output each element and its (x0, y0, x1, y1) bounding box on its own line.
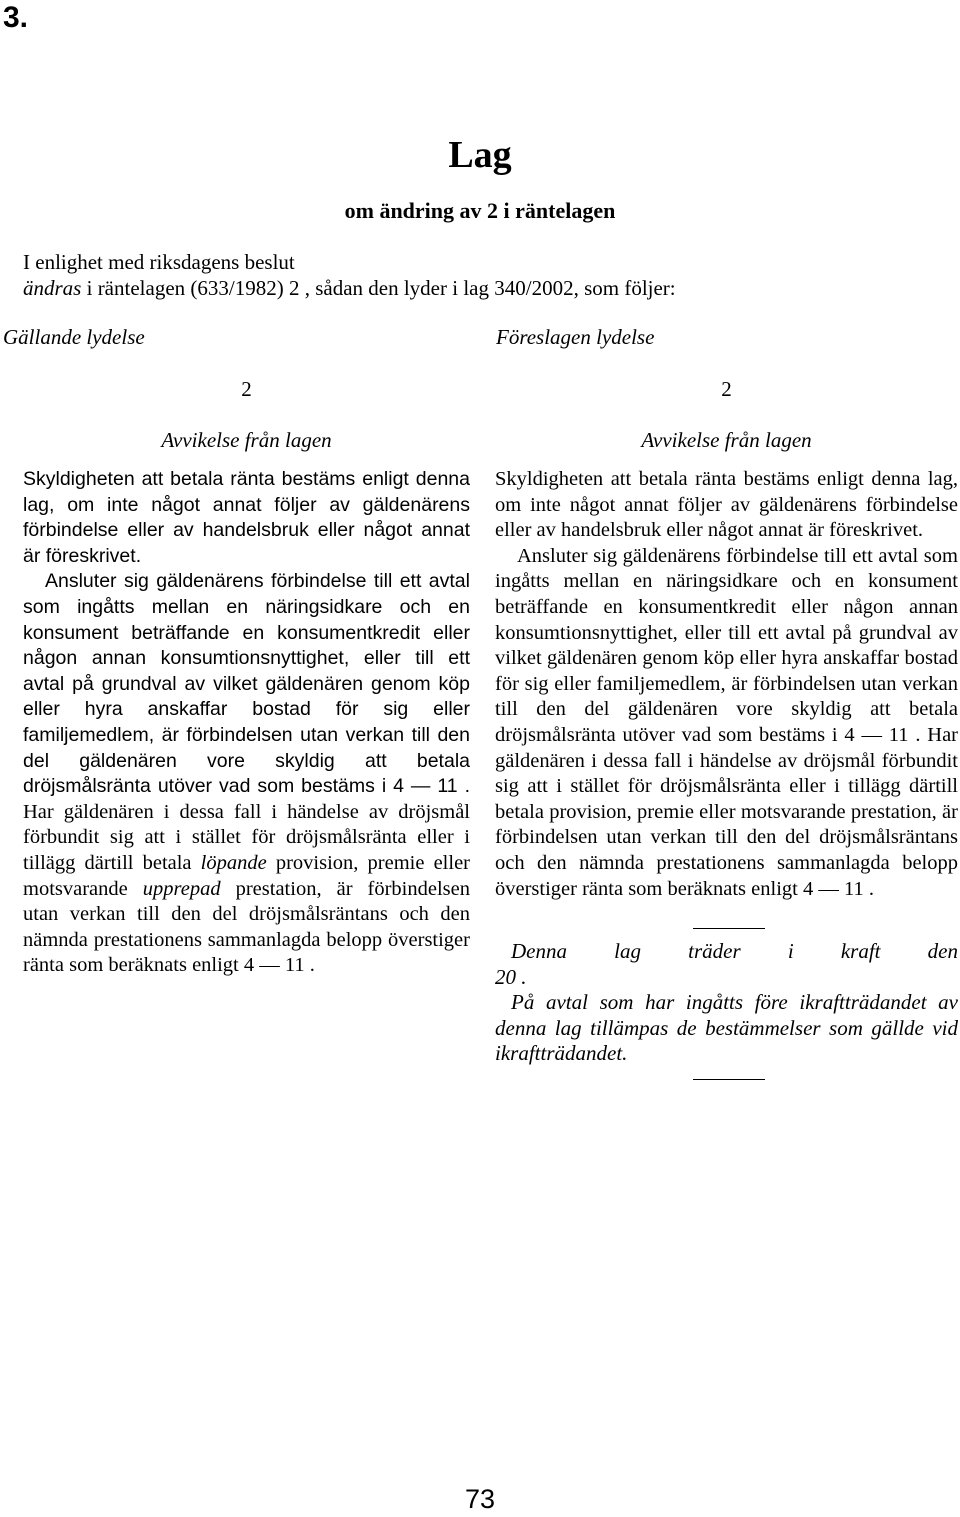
document-title: Lag (448, 134, 512, 176)
divider-top (693, 928, 765, 929)
enactment-line-2 (23, 275, 676, 301)
paragraph-2-text-c: provision, premie eller motsvarande (23, 851, 471, 900)
proposed-wording-column (495, 376, 958, 1080)
section-body (495, 467, 958, 902)
page-number: 73 (464, 1484, 496, 1514)
section-body (23, 467, 470, 979)
section-heading: Avvikelse från lagen (641, 428, 812, 452)
enactment-line-1: I enlighet med riksdagens beslut (23, 250, 295, 274)
section-number: 3. (3, 1, 29, 34)
paragraph-1: Skyldigheten att betala ränta bestäms enligt denna lag, om inte något annat följer av gäldenärens förbindelse eller av handelsbruk eller något annat är föreskrivet. (495, 468, 958, 542)
emphasis-upprepad: upprepad (142, 877, 221, 900)
transitional-rule: På avtal som har ingåtts före ikraftträdandet av denna lag tillämpas de bestämmelser som gällde vid ikraftträdandet. (495, 990, 958, 1066)
paragraph-2-text-d: prestation, är förbindelsen utan verkan till den del dröjsmålsräntans och den nämnda prestationens sammanlagda belopp överstiger ränta som beräknats enligt 4 — 11 . (23, 877, 470, 977)
entry-into-force-date: 20 . (495, 964, 527, 989)
divider-bottom (693, 1079, 765, 1080)
emphasis-lopande: löpande (200, 851, 267, 874)
paragraph-2-part-b (23, 801, 470, 977)
enactment-text: i räntelagen (633/1982) 2 , sådan den lyder i lag 340/2002, som följer: (81, 276, 676, 300)
proposed-wording-header: Föreslagen lydelse (496, 325, 655, 349)
paragraph-2-text-b: Har gäldenären i dessa fall i händelse av dröjsmål förbundit sig att i stället för dröjsmålsränta eller i tillägg därtill betala (23, 800, 470, 874)
section-sign: 2 (241, 377, 252, 401)
section-heading: Avvikelse från lagen (161, 428, 332, 452)
enactment-verb: ändras (23, 276, 82, 300)
transitional-provisions (495, 939, 958, 1067)
section-sign: 2 (721, 377, 732, 401)
paragraph-1: Skyldigheten att betala ränta bestäms enligt denna lag, om inte något annat följer av gäldenärens förbindelse eller av handelsbruk eller något annat är föreskrivet. (23, 468, 470, 567)
paragraph-2-part-a: Ansluter sig gäldenärens förbindelse till ett avtal som ingåtts mellan en näringsidkare och en konsument beträffande en konsumentkredit eller någon annan konsumtionsnyttighet, eller till ett avtal på grundval av vilket gäldenären genom köp eller hyra anskaffar bostad för sig eller familjemedlem, är förbindelsen utan verkan till den del gäldenären vore skyldig att betala dröjsmålsränta utöver vad som bestäms i 4 — 11 . (23, 570, 470, 798)
paragraph-2 (23, 569, 470, 979)
paragraph-2: Ansluter sig gäldenärens förbindelse till ett avtal som ingåtts mellan en näringsidkare och en konsument beträffande en konsumentkredit eller någon annan konsumtionsnyttighet, eller till ett avtal på grundval av vilket gäldenären genom köp eller hyra anskaffar bostad för sig eller familjemedlem, är förbindelsen utan verkan till den del gäldenären vore skyldig att betala dröjsmålsränta utöver vad som bestäms i 4 — 11 . Har gäldenären i dessa fall i händelse av dröjsmål förbundit sig att i stället för dröjsmålsränta eller i tillägg därtill betala provision, premie eller motsvarande prestation, är förbindelsen utan verkan till den del dröjsmålsräntans och den nämnda prestationens sammanlagda belopp överstiger ränta som beräknats enligt 4 — 11 . (495, 544, 958, 900)
entry-into-force: Denna lag träder i kraft den (511, 939, 958, 964)
current-wording-header: Gällande lydelse (3, 325, 145, 349)
current-wording-column (23, 376, 470, 979)
document-subtitle: om ändring av 2 i räntelagen (344, 198, 616, 223)
